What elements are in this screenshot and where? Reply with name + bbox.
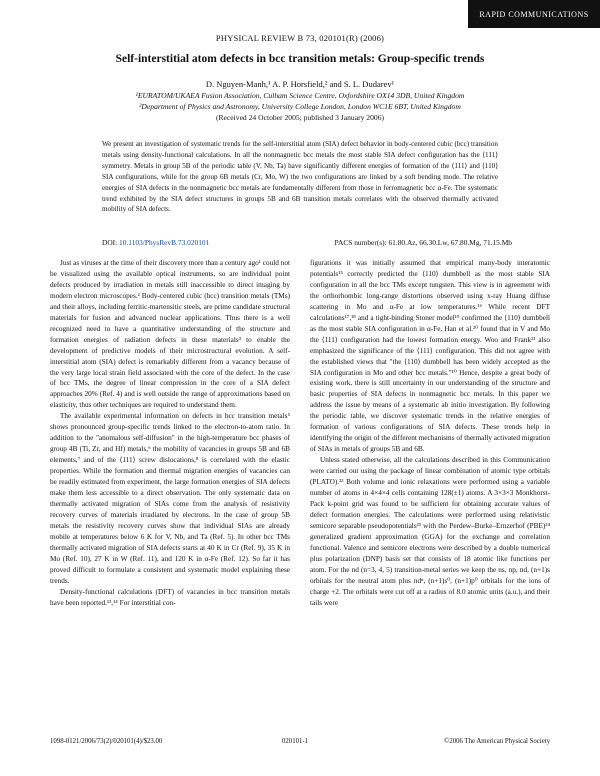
body-paragraph: Density-functional calculations (DFT) of vacancies in bcc transition metals have been reported.¹³,¹⁴ For interstitial con- [50,587,290,607]
abstract: We present an investigation of systematic trends for the self-interstitial atom (SIA) defect behavior in body-centered cubic (bcc) transition metals using density-functional calculations. In all the nonmagnetic bcc metals the most stable SIA defect configuration has the ⟨111⟩ symmetry. Metals in group 5B of the periodic table (V, Nb, Ta) have significantly different energies of formation of the ⟨111⟩ and ⟨110⟩ SIA configurations, while for the group 6B metals (Cr, Mo, W) the two configurations are linked by a soft bending mode. The relative energies of SIA defects in the nonmagnetic bcc metals are fundamentally different from those in ferromagnetic bcc α-Fe. The systematic trend exhibited by the SIA defect structures in groups 5B and 6B transition metals correlates with the observed thermally activated mobility of SIA defects. [102,140,498,214]
journal-header: PHYSICAL REVIEW B 73, 020101(R) (2006) [215,33,385,43]
body-paragraph: Just as viruses at the time of their discovery more than a century ago¹ could not be visualized using the available optical instruments, so are individual point defects produced by irradiation in metals still inaccessible to direct imaging by modern electron microscopes.² Body-centered cubic (bcc) transition metals (TMs) and their alloys, including ferritic-martensitic steels, are prime candidate structural materials for fusion and advanced nuclear applications. Thus there is a well recognized need to have a quantitative understanding of the structure and formation energies of radiation defects in these materials³ to enable the development of predictive models of their microstructural evolution. A self-interstitial atom (SIA) defect is remarkably different from a vacancy because of the very large local strain field associated with the core of the defect. In the case of bcc TMs, the degree of linear compression in the core of a SIA defect approaches 20% (Ref. 4) and is well outside the range of approximations based on elasticity, thus other techniques are required to understand them. [50,259,290,410]
body-column-right [310,258,550,609]
footer-page-number: 020101-1 [282,738,309,745]
doi-link[interactable]: 10.1103/PhysRevB.73.020101 [119,238,210,247]
body-column-left [50,258,290,609]
section-tag: RAPID COMMUNICATIONS [468,0,600,28]
body-paragraph: Unless stated otherwise, all the calculations described in this Communication were carried out using the package of linear combination of atomic type orbitals (PLATO).²² Both volume and ionic relaxations were performed using a variable number of atoms in 4×4×4 cells containing 128(±1) atoms. A 3×3×3 Monkhorst-Pack k-point grid was found to be sufficient for obtaining accurate values of defect formation energies. The calculations were performed using relativistic semicore separable pseudopotentials²³ with the Perdew–Burke–Ernzerhof (PBE)²⁴ generalized gradient approximation (GGA) for the exchange and correlation functional. Valence and semicore electrons were described by a double numerical plus polarization (DNP) basis set that consists of 18 atomic like functions per atom. For the nd (n=3, 4, 5) transition-metal series we keep the ns, np, nd, (n+1)s orbitals for the neutral atom plus ndⁿ, (n+1)s⁰, (n+1)p⁰ orbitals for the ions of charge +2. The orbitals were cut off at a radius of 8.0 atomic units (a.u.), and their tails were [310,456,550,607]
affiliation-2: ²Department of Physics and Astronomy, University College London, London WC1E 6BT, United Kingdom [139,102,461,111]
pacs-numbers: PACS number(s): 61.80.Az, 66.30.Lw, 67.80.Mg, 71.15.Mb [334,238,512,247]
doi-line [102,238,209,247]
article-title: Self-interstitial atom defects in bcc transition metals: Group-specific trends [115,53,485,65]
doi-label: DOI: [102,238,120,247]
footer-copyright: ©2006 The American Physical Society [444,738,550,745]
footer-issn: 1098-0121/2006/73(2)/020101(4)/$23.00 [50,738,163,745]
body-paragraph: figurations it was initially assumed that empirical many-body interatomic potentials¹⁵ correctly predicted the ⟨110⟩ dumbbell as the most stable SIA configuration in all the bcc TMs except tungsten. This view is in agreement with the orthorhombic long-range distortions observed using x-ray Huang diffuse scattering in Mo and α-Fe at low temperatures.¹⁶ While recent DFT calculations¹⁷,¹⁸ and a tight-binding Stoner model¹⁹ confirmed the ⟨110⟩ dumbbell as the most stable SIA configuration in α-Fe, Han et al.²⁰ found that in V and Mo the ⟨111⟩ configuration had the lowest formation energy. Woo and Frank²¹ also emphasized the significance of the ⟨111⟩ configuration. This did not agree with the established views that "the ⟨110⟩ dumbbell has been widely accepted as the SIA configuration in Mo and other bcc metals."¹⁰ Hence, despite a great body of existing work, there is still uncertainty in our understanding of the structure and basic properties of SIA defects in nonmagnetic bcc metals. In this paper we address the issue by means of a systematic ab initio investigation. By following the periodic table, we discover systematic trends in the relative energies of formation of various configurations of SIA defects. These trends help in identifying the origin of the different mechanisms of thermally activated migration of SIAs in metals of groups 5B and 6B. [310,259,550,454]
affiliation-1: ¹EURATOM/UKAEA Fusion Association, Culham Science Centre, Oxfordshire OX14 3DB, United Kingdom [135,91,465,100]
received-dates: (Received 24 October 2005; published 3 January 2006) [215,113,385,122]
author-list: D. Nguyen-Manh,¹ A. P. Horsfield,² and S. L. Dudarev¹ [205,79,395,89]
body-paragraph: The available experimental information on defects in bcc transition metals⁵ shows pronounced group-specific trends linked to the electron-to-atom ratio. In addition to the "anomalous self-diffusion" in the high-temperature bcc phases of group 4B (Ti, Zr, and Hf) metals,⁶ the mobility of vacancies in groups 5B and 6B elements,⁷ and of the ⟨111⟩ screw dislocations,⁸ is correlated with the elastic properties. While the formation and thermal migration energies of vacancies can be readily estimated from experiment, the large formation energies of SIA defects make them less accessible to a direct observation. The only systematic data on thermally activated migration of SIAs come from the analysis of resistivity recovery curves of materials irradiated by electrons. In the case of group 5B metals the resistivity recovery curves show that individual SIAs are already mobile at temperatures below 6 K for V, Nb, and Ta (Ref. 5). In other bcc TMs thermally activated migration of SIA defects starts at 40 K in Cr (Ref. 9), 35 K in Mo (Ref. 10), 27 K in W (Ref. 11), and 120 K in α-Fe (Ref. 12). So far it has proved difficult to formulate a consistent and systematic model explaining these trends. [50,412,290,585]
